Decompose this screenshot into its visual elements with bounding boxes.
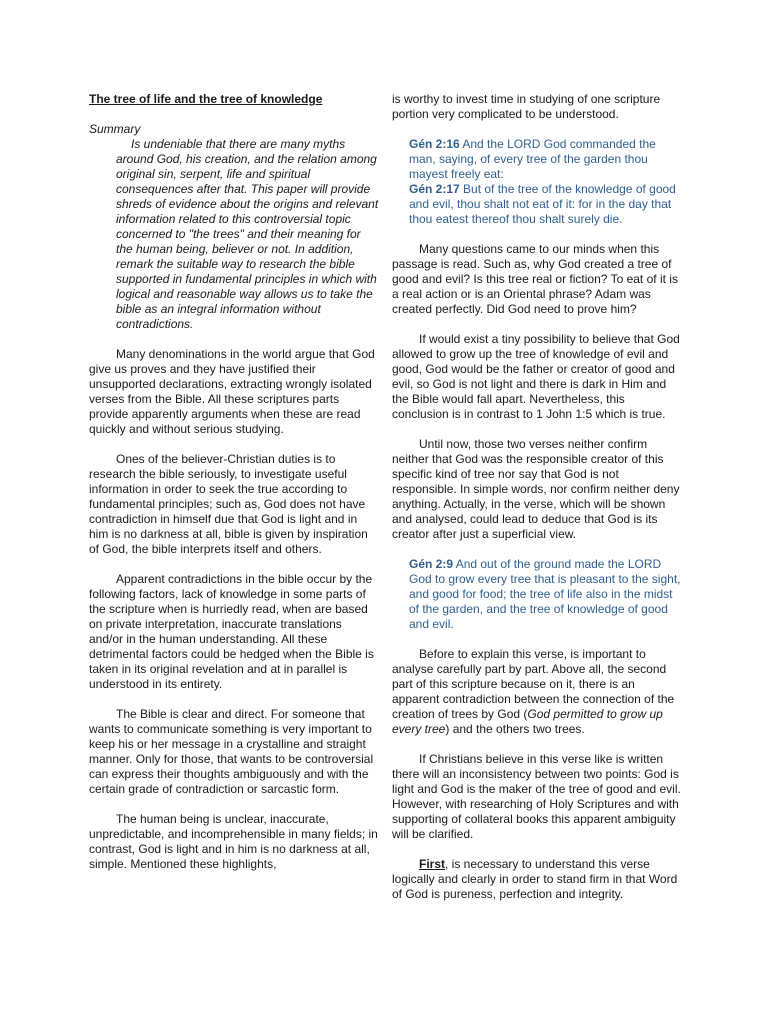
verse-reference: Gén 2:16	[409, 137, 460, 151]
paragraph-denominations: Many denominations in the world argue that God give us proves and they have justified their unsupported declarations, extracting wrongly isolated verses from the Bible. All these scriptures parts provide apparently arguments when these are read quickly and without serious studying.	[89, 347, 375, 436]
paragraph-contradictions: Apparent contradictions in the bible occur by the following factors, lack of knowledge in some parts of the scripture when is hurriedly read, when are based on private interpretation, inaccurate translations and/or in the human understanding. All these detrimental factors could be hedged when the Bible is taken in its original revelation and at in parallel is understood in its entirety.	[89, 572, 374, 691]
paragraph-first	[392, 857, 682, 902]
paragraph-analyse	[392, 647, 682, 737]
paragraph-duties: Ones of the believer-Christian duties is to research the bible seriously, to investigate useful information in order to seek the true according to fundamental principles; such as, God does not have contradiction in himself due that God is light and in him is no darkness at all, bible is given by inspiration of God, the bible interprets itself and others.	[89, 452, 368, 556]
paragraph-continuation: is worthy to invest time in studying of one scripture portion very complicated to be understood.	[392, 92, 661, 121]
analyse-text-after: ) and the others two trees.	[445, 722, 585, 736]
verse-block-genesis-2-16-17	[392, 137, 682, 227]
document-title: The tree of life and the tree of knowledge	[89, 92, 323, 106]
paragraph-christians: If Christians believe in this verse like is written there will an inconsistency between two points: God is light and God is the maker of the tree of good and evil. However, with researching of Holy Scriptures and with supporting of collateral books this apparent ambiguity will be clarified.	[392, 752, 681, 841]
paragraph-human-being: The human being is unclear, inaccurate, unpredictable, and incomprehensible in many fields; in contrast, God is light and in him is no darkness at all, simple. Mentioned these highlights,	[89, 812, 378, 871]
analyse-text-italic: God permitted to grow up every tree	[392, 707, 663, 736]
verse-text: And the LORD God commanded the man, saying, of every tree of the garden thou mayest freely eat:	[409, 137, 656, 181]
analyse-text-before: Before to explain this verse, is important to analyse carefully part by part. Above all, the second part of this scripture because on it, there is an apparent contradiction between the connection of the creation of trees by God (	[392, 647, 675, 721]
verse-reference: Gén 2:9	[409, 557, 454, 571]
paragraph-possibility: If would exist a tiny possibility to believe that God allowed to grow up the tree of knowledge of evil and good, God would be the father or creator of good and evil, so God is not light and there is dark in Him and the Bible would fall apart. Nevertheless, this conclusion is in contrast to 1 John 1:5 which is true.	[392, 332, 680, 421]
verse-text: But of the tree of the knowledge of good and evil, thou shalt not eat of it: for in the day that thou eatest thereof thou shalt surely die.	[409, 182, 676, 226]
right-column	[392, 92, 682, 917]
first-text: , is necessary to understand this verse logically and clearly in order to stand firm in that Word of God is pureness, perfection and integrity.	[392, 857, 678, 901]
left-column	[89, 92, 379, 887]
first-label: First	[419, 857, 446, 871]
paragraph-until-now: Until now, those two verses neither confirm neither that God was the responsible creator of this specific kind of tree nor say that God is not responsible. In simple words, nor confirm neither deny anything. Actually, in the verse, which will be shown and analysed, could lead to deduce that God is its creator after just a superficial view.	[392, 437, 680, 541]
verse-reference: Gén 2:17	[409, 182, 460, 196]
verse-genesis-2-9	[409, 557, 682, 632]
verse-genesis-2-17	[409, 182, 682, 227]
summary-text: Is undeniable that there are many myths around God, his creation, and the relation among original sin, serpent, life and spiritual consequences after that. This paper will provide shreds of evidence about the origins and relevant information related to this controversial topic concerned to "the trees" and their meaning for the human being, believer or not. In addition, remark the suitable way to research the bible supported in fundamental principles in which with logical and reasonable way allows us to take the bible as an integral information without contradictions.	[116, 137, 379, 331]
verse-text: And out of the ground made the LORD God to grow every tree that is pleasant to the sight, and good for food; the tree of life also in the midst of the garden, and the tree of knowledge of good and evil.	[409, 557, 681, 631]
paragraph-questions: Many questions came to our minds when this passage is read. Such as, why God created a tree of good and evil? Is this tree real or fiction? To eat of it is a real action or is an Oriental phrase? Adam was created perfectly. Did God need to prove him?	[392, 242, 678, 316]
paragraph-bible-clear: The Bible is clear and direct. For someone that wants to communicate something is very important to keep his or her message in a crystalline and straight manner. Only for those, that wants to be controversial can express their thoughts ambiguously and with the certain grade of contradiction or sarcastic form.	[89, 707, 374, 796]
summary-label: Summary	[89, 122, 141, 136]
verse-genesis-2-16	[409, 137, 682, 182]
